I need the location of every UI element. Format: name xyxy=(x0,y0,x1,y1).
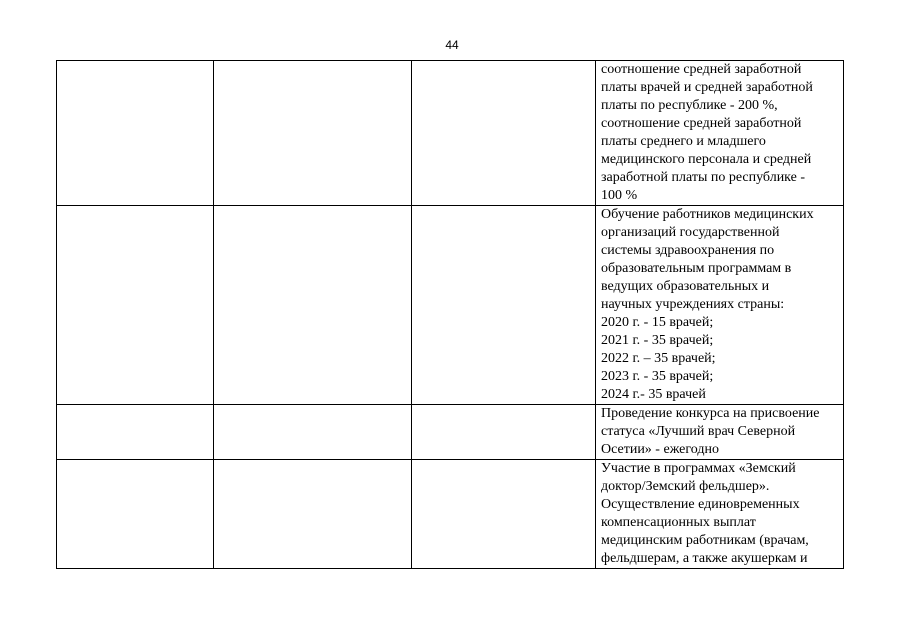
text-line: 2023 г. - 35 врачей; xyxy=(601,369,714,384)
table-cell-measure xyxy=(596,460,844,569)
text-line: Осуществление единовременных xyxy=(601,497,800,512)
text-line: Обучение работников медицинских xyxy=(601,207,814,222)
text-line: статуса «Лучший врач Северной xyxy=(601,424,796,439)
table-cell-empty xyxy=(412,61,596,206)
text-line: 2020 г. - 15 врачей; xyxy=(601,315,714,330)
text-line: фельдшерам, а также акушеркам и xyxy=(601,551,808,566)
table-row xyxy=(57,206,844,405)
cell-text-years xyxy=(601,314,840,404)
cell-text xyxy=(601,405,840,459)
cell-text xyxy=(601,206,840,314)
text-line: медицинским работникам (врачам, xyxy=(601,533,809,548)
table-cell-empty xyxy=(57,206,214,405)
text-line: научных учреждениях страны: xyxy=(601,297,785,312)
text-line: доктор/Земский фельдшер». xyxy=(601,479,770,494)
text-line: заработной платы по республике - xyxy=(601,170,806,185)
table-cell-empty xyxy=(412,405,596,460)
text-line: системы здравоохранения по xyxy=(601,243,775,258)
table-cell-empty xyxy=(57,460,214,569)
text-line: 2022 г. – 35 врачей; xyxy=(601,351,716,366)
table-cell-empty xyxy=(214,61,412,206)
text-line: платы среднего и младшего xyxy=(601,134,766,149)
table-cell-empty xyxy=(57,405,214,460)
table-cell-empty xyxy=(412,460,596,569)
text-line: Участие в программах «Земский xyxy=(601,461,796,476)
table-cell-empty xyxy=(214,405,412,460)
text-line: 2024 г.- 35 врачей xyxy=(601,387,706,402)
table-cell-empty xyxy=(412,206,596,405)
text-line: 2021 г. - 35 врачей; xyxy=(601,333,714,348)
table-cell-empty xyxy=(214,206,412,405)
cell-text xyxy=(601,61,840,205)
text-line: платы по республике - 200 %, xyxy=(601,98,778,113)
text-line: организаций государственной xyxy=(601,225,780,240)
table-row xyxy=(57,61,844,206)
text-line: образовательным программам в xyxy=(601,261,792,276)
text-line: соотношение средней заработной xyxy=(601,116,802,131)
text-line: компенсационных выплат xyxy=(601,515,756,530)
text-line: платы врачей и средней заработной xyxy=(601,80,813,95)
table-cell-measure xyxy=(596,405,844,460)
text-line: 100 % xyxy=(601,188,638,203)
cell-text xyxy=(601,460,840,568)
table-row xyxy=(57,460,844,569)
table-row xyxy=(57,405,844,460)
text-line: Проведение конкурса на присвоение xyxy=(601,406,820,421)
text-line: соотношение средней заработной xyxy=(601,62,802,77)
table-cell-measure xyxy=(596,61,844,206)
page-number: 44 xyxy=(445,38,459,52)
text-line: медицинского персонала и средней xyxy=(601,152,812,167)
table-cell-empty xyxy=(57,61,214,206)
table-cell-measure xyxy=(596,206,844,405)
table-cell-empty xyxy=(214,460,412,569)
text-line: Осетии» - ежегодно xyxy=(601,442,719,457)
text-line: ведущих образовательных и xyxy=(601,279,770,294)
measures-table xyxy=(56,60,844,569)
